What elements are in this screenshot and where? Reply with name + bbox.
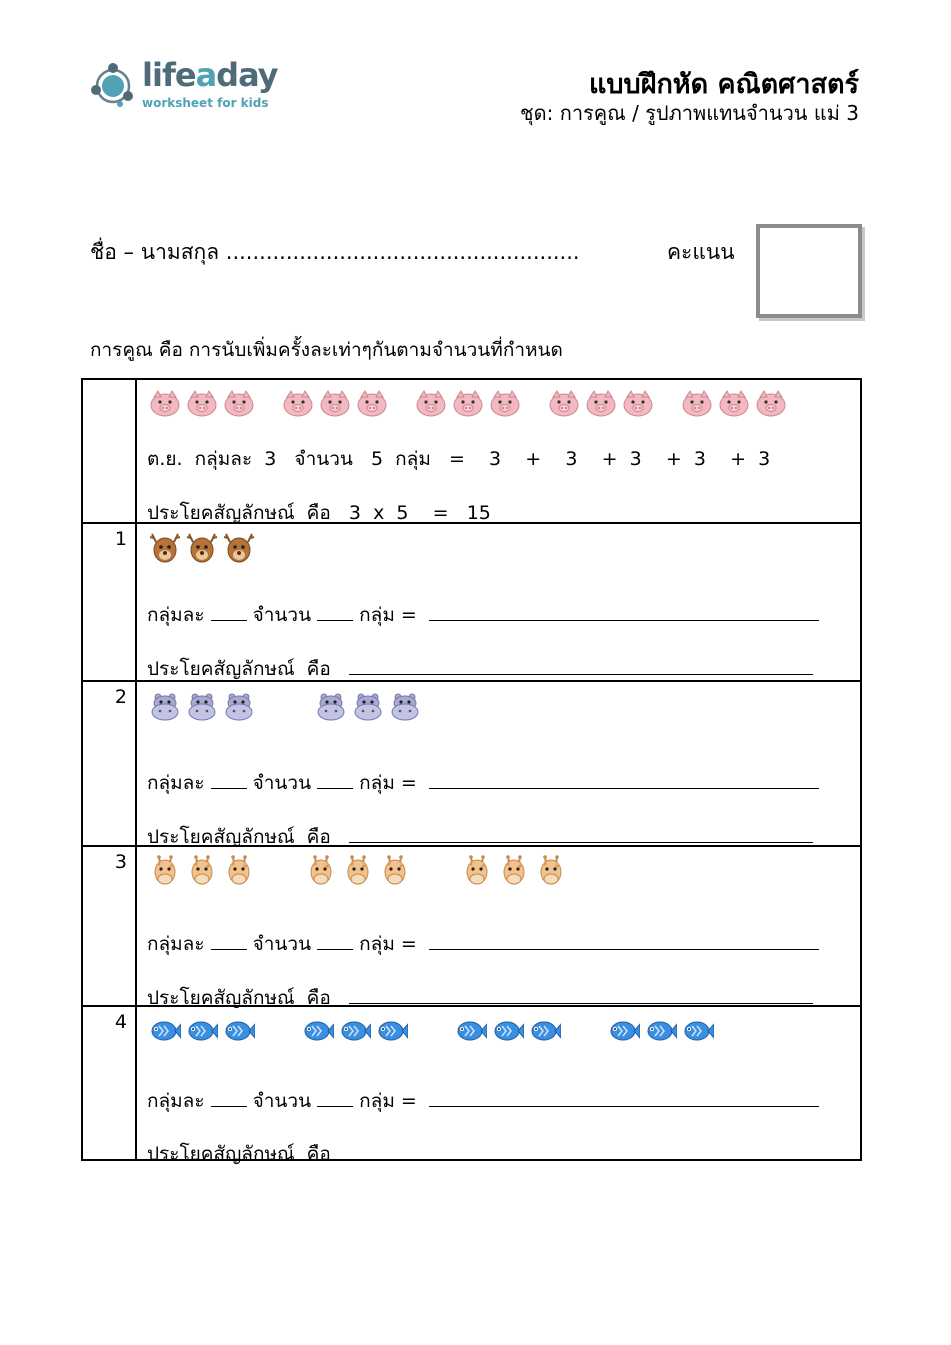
pig-face-icon xyxy=(755,388,787,420)
group-count-blank[interactable] xyxy=(317,931,353,950)
sentence-blank[interactable] xyxy=(349,656,813,675)
giraffe-face-icon xyxy=(498,855,530,887)
fish-icon xyxy=(645,1015,677,1047)
pig-face-icon xyxy=(585,388,617,420)
example-line-1: ต.ย. กลุ่มละ 3 จำนวน 5 กลุ่ม = 3 + 3 + 3 + 3 + 3 xyxy=(147,448,771,470)
reindeer-face-icon xyxy=(149,532,181,564)
example-line-2: ประโยคสัญลักษณ์ คือ 3 x 5 = 15 xyxy=(147,502,491,524)
fish-icon xyxy=(682,1015,714,1047)
number-cell xyxy=(83,847,137,1005)
giraffe-face-icon xyxy=(149,855,181,887)
fish-icon xyxy=(608,1015,640,1047)
sentence-blank[interactable] xyxy=(349,824,813,843)
fish-icon xyxy=(186,1015,218,1047)
giraffe-face-icon xyxy=(379,855,411,887)
fish-icon xyxy=(455,1015,487,1047)
pig-face-icon xyxy=(223,388,255,420)
pig-face-icon xyxy=(415,388,447,420)
fish-icon xyxy=(376,1015,408,1047)
answer-line-2: ประโยคสัญลักษณ์ คือ xyxy=(147,654,813,684)
exercise-table xyxy=(81,378,862,1165)
pig-face-icon xyxy=(186,388,218,420)
fish-icon xyxy=(339,1015,371,1047)
hippo-face-icon xyxy=(315,690,347,722)
pig-face-icon xyxy=(548,388,580,420)
example-row xyxy=(83,380,860,524)
addition-blank[interactable] xyxy=(429,931,819,950)
pig-face-icon xyxy=(681,388,713,420)
answer-line-1: กลุ่มละ จำนวน กลุ่ม = xyxy=(147,768,819,798)
exercise-row-4 xyxy=(83,1007,860,1165)
answer-line-1: กลุ่มละ จำนวน กลุ่ม = xyxy=(147,1086,819,1116)
addition-blank[interactable] xyxy=(429,602,819,621)
reindeer-face-icon xyxy=(186,532,218,564)
per-group-blank[interactable] xyxy=(211,770,247,789)
exercise-number: 4 xyxy=(114,1011,127,1033)
number-cell xyxy=(83,524,137,680)
sentence-blank[interactable] xyxy=(349,1141,813,1160)
pig-face-icon xyxy=(452,388,484,420)
hippo-face-icon xyxy=(223,690,255,722)
fish-icon xyxy=(149,1015,181,1047)
hippo-face-icon xyxy=(149,690,181,722)
exercise-row-3 xyxy=(83,847,860,1007)
hippo-face-icon xyxy=(389,690,421,722)
exercise-number: 1 xyxy=(114,528,127,550)
group-count-blank[interactable] xyxy=(317,770,353,789)
group-count-blank[interactable] xyxy=(317,1088,353,1107)
fish-icon xyxy=(529,1015,561,1047)
giraffe-face-icon xyxy=(186,855,218,887)
answer-line-2: ประโยคสัญลักษณ์ คือ xyxy=(147,1139,813,1169)
pig-face-icon xyxy=(282,388,314,420)
exercise-row-2 xyxy=(83,682,860,847)
worksheet-subtitle: ชุด: การคูณ / รูปภาพแทนจำนวน แม่ 3 xyxy=(520,101,859,125)
answer-line-2: ประโยคสัญลักษณ์ คือ xyxy=(147,822,813,852)
logo-molecule-icon xyxy=(90,62,136,110)
pig-face-icon xyxy=(718,388,750,420)
sentence-blank[interactable] xyxy=(349,985,813,1004)
worksheet-title: แบบฝึกหัด คณิตศาสตร์ xyxy=(588,69,859,100)
per-group-blank[interactable] xyxy=(211,931,247,950)
score-label: คะแนน xyxy=(667,240,735,264)
score-box xyxy=(756,224,862,318)
answer-line-2: ประโยคสัญลักษณ์ คือ xyxy=(147,983,813,1013)
pig-face-icon xyxy=(489,388,521,420)
group-count-blank[interactable] xyxy=(317,602,353,621)
fish-icon xyxy=(492,1015,524,1047)
addition-blank[interactable] xyxy=(429,1088,819,1107)
name-field-label: ชื่อ – นามสกุล ..................................................... xyxy=(90,240,580,264)
exercise-row-1 xyxy=(83,524,860,682)
answer-line-1: กลุ่มละ จำนวน กลุ่ม = xyxy=(147,929,819,959)
fish-icon xyxy=(302,1015,334,1047)
giraffe-face-icon xyxy=(342,855,374,887)
addition-blank[interactable] xyxy=(429,770,819,789)
logo-tagline: worksheet for kids xyxy=(142,96,269,110)
number-cell xyxy=(83,380,137,522)
number-cell xyxy=(83,1007,137,1161)
exercise-number: 3 xyxy=(114,851,127,873)
lifeaday-logo xyxy=(90,56,280,116)
giraffe-face-icon xyxy=(461,855,493,887)
intro-text: การคูณ คือ การนับเพิ่มครั้งละเท่าๆกันตามจำนวนที่กำหนด xyxy=(90,339,563,361)
pig-face-icon xyxy=(149,388,181,420)
pig-face-icon xyxy=(356,388,388,420)
per-group-blank[interactable] xyxy=(211,602,247,621)
reindeer-face-icon xyxy=(223,532,255,564)
logo-wordmark: lifeaday xyxy=(142,56,278,94)
fish-icon xyxy=(223,1015,255,1047)
answer-line-1: กลุ่มละ จำนวน กลุ่ม = xyxy=(147,600,819,630)
giraffe-face-icon xyxy=(535,855,567,887)
hippo-face-icon xyxy=(186,690,218,722)
pig-face-icon xyxy=(622,388,654,420)
exercise-number: 2 xyxy=(114,686,127,708)
hippo-face-icon xyxy=(352,690,384,722)
per-group-blank[interactable] xyxy=(211,1088,247,1107)
giraffe-face-icon xyxy=(305,855,337,887)
number-cell xyxy=(83,682,137,845)
pig-face-icon xyxy=(319,388,351,420)
giraffe-face-icon xyxy=(223,855,255,887)
